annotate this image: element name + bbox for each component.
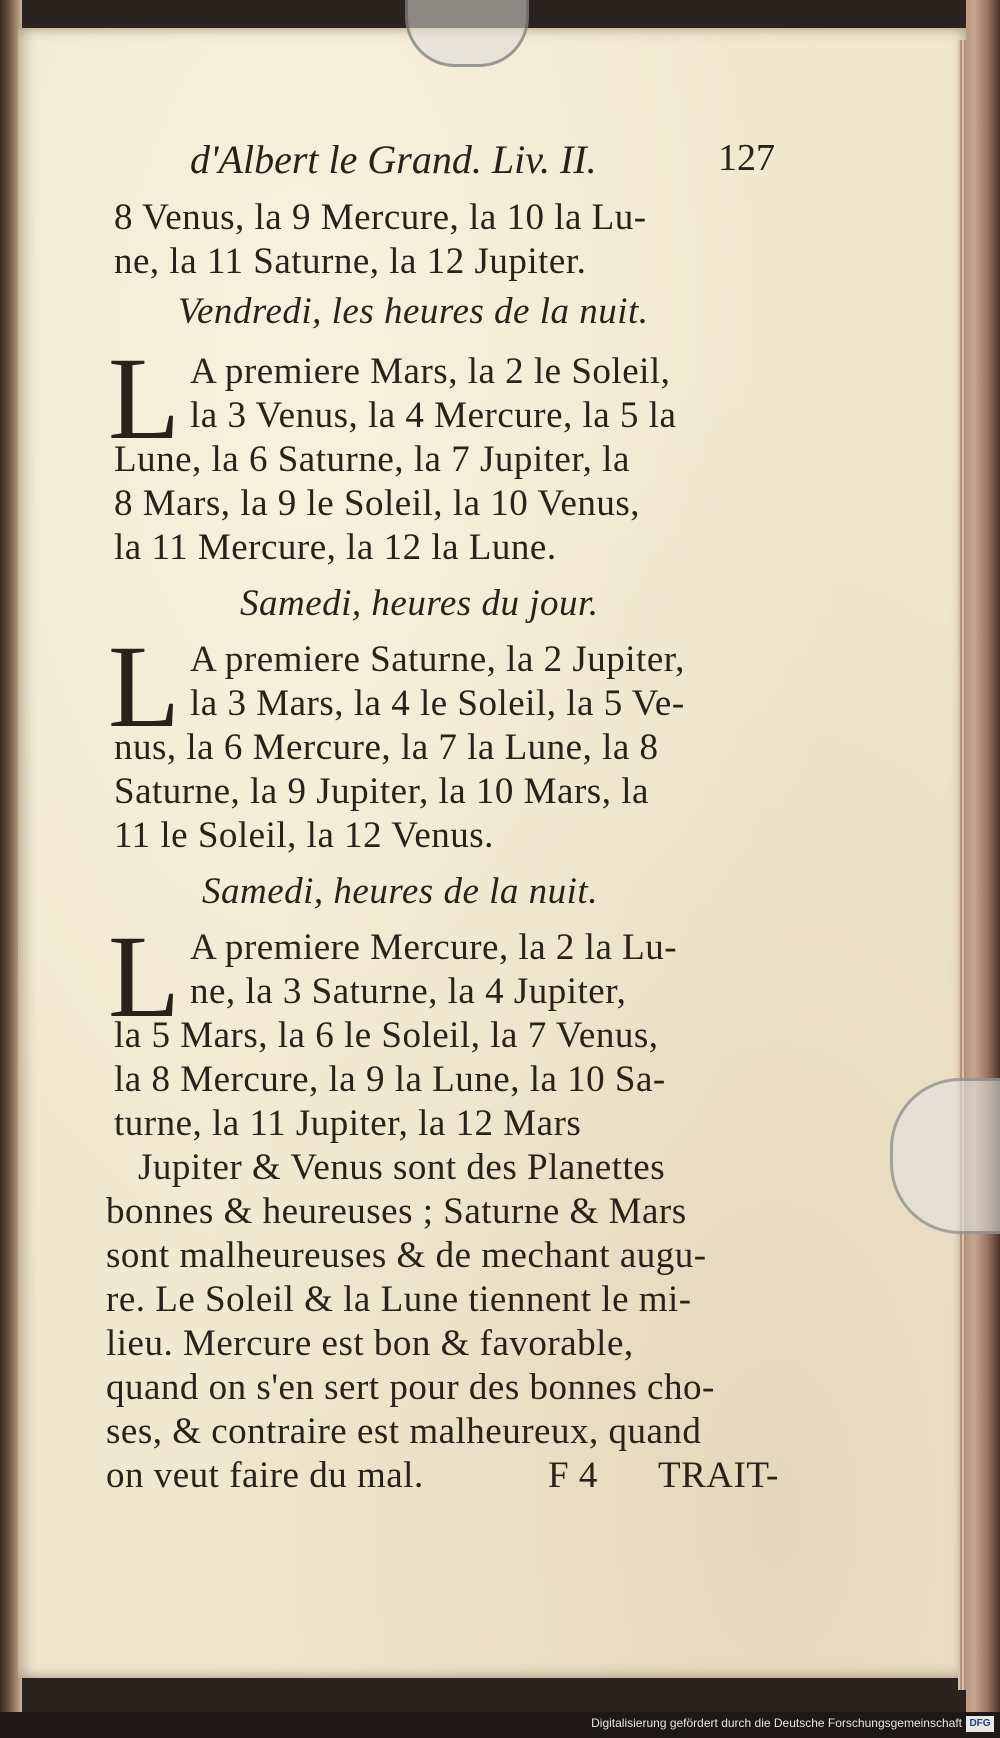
closing-line-5: lieu. Mercure est bon & favorable, <box>106 1323 634 1364</box>
section-2-line-2: la 3 Mars, la 4 le Soleil, la 5 Ve- <box>190 683 685 724</box>
section-3-line-5: turne, la 11 Jupiter, la 12 Mars <box>114 1103 582 1144</box>
section-3-dropcap: L <box>108 911 181 1042</box>
closing-line-7: ses, & contraire est malheureux, quand <box>106 1411 702 1452</box>
intro-line-1: 8 Venus, la 9 Mercure, la 10 la Lu- <box>114 197 647 238</box>
signature-mark: F 4 <box>548 1455 598 1496</box>
section-heading-2: Samedi, heures du jour. <box>240 583 599 624</box>
section-1-line-2: la 3 Venus, la 4 Mercure, la 5 la <box>190 395 677 436</box>
section-3-line-3: la 5 Mars, la 6 le Soleil, la 7 Venus, <box>114 1015 659 1056</box>
page-number: 127 <box>718 137 775 179</box>
closing-line-3: sont malheureuses & de mechant augu- <box>106 1235 707 1276</box>
section-1-dropcap: L <box>108 333 181 464</box>
section-1-line-4: 8 Mars, la 9 le Soleil, la 10 Venus, <box>114 483 641 524</box>
intro-line-2: ne, la 11 Saturne, la 12 Jupiter. <box>114 241 587 282</box>
closing-line-2: bonnes & heureuses ; Saturne & Mars <box>106 1191 687 1232</box>
closing-line-6: quand on s'en sert pour des bonnes cho- <box>106 1367 715 1408</box>
running-title: d'Albert le Grand. Liv. II. <box>190 137 597 182</box>
section-1-line-5: la 11 Mercure, la 12 la Lune. <box>114 527 557 568</box>
section-1-line-1: A premiere Mars, la 2 le Soleil, <box>190 351 671 392</box>
section-3-line-4: la 8 Mercure, la 9 la Lune, la 10 Sa- <box>114 1059 666 1100</box>
book-page <box>18 28 966 1678</box>
section-1-line-3: Lune, la 6 Saturne, la 7 Jupiter, la <box>114 439 630 480</box>
section-2-line-4: Saturne, la 9 Jupiter, la 10 Mars, la <box>114 771 649 812</box>
section-3-line-2: ne, la 3 Saturne, la 4 Jupiter, <box>190 971 627 1012</box>
catchword: TRAIT- <box>658 1455 779 1496</box>
funding-credit: Digitalisierung gefördert durch die Deutsche Forschungsgemeinschaft <box>591 1716 962 1730</box>
section-3-line-1: A premiere Mercure, la 2 la Lu- <box>190 927 678 968</box>
last-line-text: on veut faire du mal. <box>106 1455 424 1496</box>
section-heading-1: Vendredi, les heures de la nuit. <box>178 291 649 332</box>
book-fore-edge <box>966 0 1000 1738</box>
section-heading-3: Samedi, heures de la nuit. <box>202 871 598 912</box>
section-2-dropcap: L <box>108 621 181 752</box>
section-2-line-1: A premiere Saturne, la 2 Jupiter, <box>190 639 685 680</box>
section-2-line-5: 11 le Soleil, la 12 Venus. <box>114 815 494 856</box>
dfg-logo: DFG <box>966 1716 994 1732</box>
closing-line-1: Jupiter & Venus sont des Planettes <box>138 1147 666 1188</box>
closing-line-4: re. Le Soleil & la Lune tiennent le mi- <box>106 1279 692 1320</box>
section-2-line-3: nus, la 6 Mercure, la 7 la Lune, la 8 <box>114 727 659 768</box>
